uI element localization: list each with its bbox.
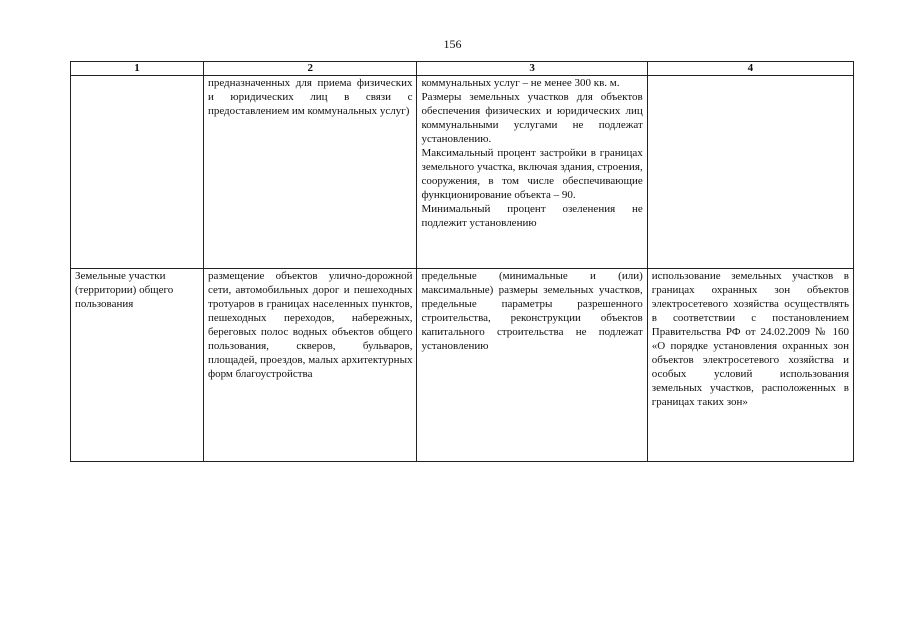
column-header-2: 2 xyxy=(203,62,417,76)
table-cell-restrictions: использование земельных участков в границах охранных зон объектов электросетевого хозяйства осуществлять в соответствии с постановлением Правительства РФ от 24.02.2009 № 160 «О порядке установления охранных зон объектов электросетевого хозяйства и особых условий использования земельных участков, расположенных в границах таких зон» xyxy=(647,269,853,462)
table-cell-use-type: Земельные участки (территории) общего пользования xyxy=(71,269,204,462)
regulations-table xyxy=(70,61,854,462)
table-cell-parameters: коммунальных услуг – не менее 300 кв. м. Размеры земельных участков для объектов обеспечения физических и юридических лиц коммунальными услугами не подлежат установлению. Максимальный процент застройки в границах земельного участка, включая здания, строения, сооружения, в том числе обеспечивающие функционирование объекта – 90. Минимальный процент озеленения не подлежит установлению xyxy=(417,76,647,269)
table-header-row xyxy=(71,62,854,76)
column-header-4: 4 xyxy=(647,62,853,76)
table-cell-use-type xyxy=(71,76,204,269)
column-header-3: 3 xyxy=(417,62,647,76)
table-cell-restrictions xyxy=(647,76,853,269)
table-row xyxy=(71,76,854,269)
table-cell-permitted-use: предназначенных для приема физических и юридических лиц в связи с предоставлением им коммунальных услуг) xyxy=(203,76,417,269)
table-cell-permitted-use: размещение объектов улично-дорожной сети, автомобильных дорог и пешеходных тротуаров в границах населенных пунктов, пешеходных переходов, набережных, береговых полос водных объектов общего пользования, скверов, бульваров, площадей, проездов, малых архитектурных форм благоустройства xyxy=(203,269,417,462)
page-number: 156 xyxy=(443,37,462,51)
table-row xyxy=(71,269,854,462)
table-cell-parameters: предельные (минимальные и (или) максимальные) размеры земельных участков, предельные параметры разрешенного строительства, реконструкции объектов капитального строительства не подлежат установлению xyxy=(417,269,647,462)
column-header-1: 1 xyxy=(71,62,204,76)
